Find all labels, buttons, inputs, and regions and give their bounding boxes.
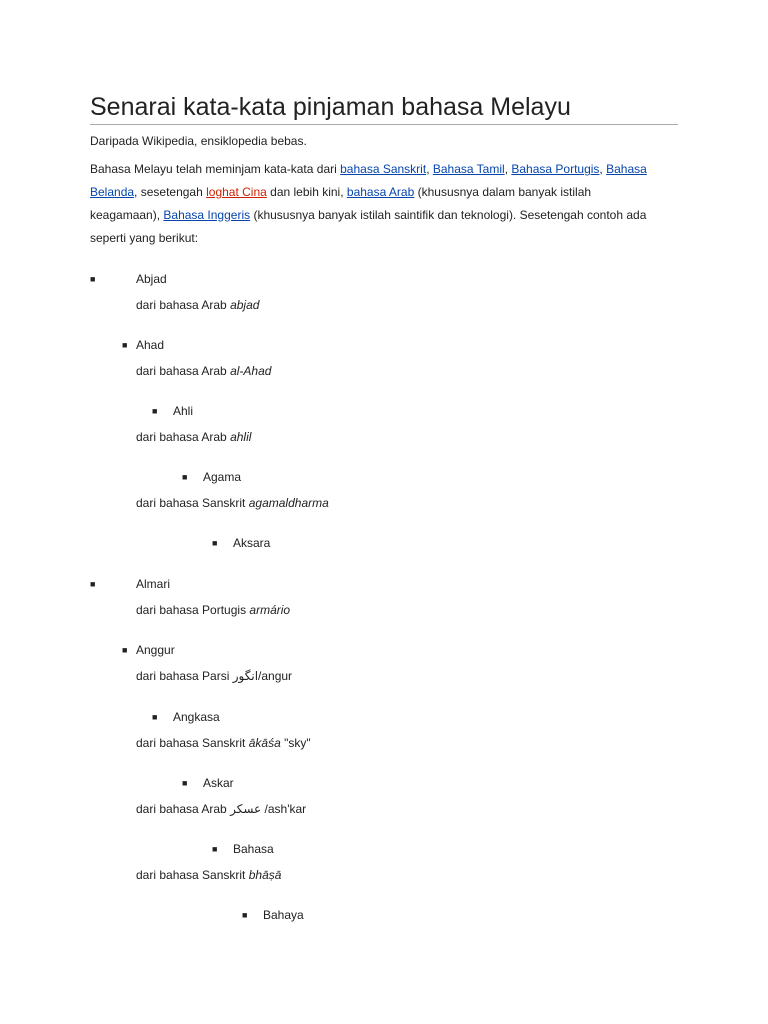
intro-paragraph [90,158,660,250]
entry-origin: dari bahasa Arab ahlil [136,430,252,444]
entry-origin: dari bahasa Portugis armário [136,603,291,617]
intro-text: , sesetengah [134,185,207,199]
bullet-icon: ■ [212,538,218,548]
bullet-icon: ■ [152,406,158,416]
entry-origin: dari bahasa Sanskrit bhāṣā [136,868,282,882]
link-loghat-cina[interactable]: loghat Cina [206,185,267,199]
intro-text: , [426,162,433,176]
intro-text: , [599,162,607,176]
entry-term: Agama [203,470,242,484]
entry-origin: dari bahasa Arab عسكر /ash'kar [136,802,307,816]
entry-term: Angkasa [173,710,220,724]
entry-origin: dari bahasa Arab al-Ahad [136,364,272,378]
entry-term: Askar [203,776,234,790]
entry-term: Abjad [136,272,167,286]
bullet-icon: ■ [242,910,248,920]
entry-origin: dari bahasa Parsi انگور/angur [136,669,293,683]
link-bahasa-belanda[interactable]: Bahasa Belanda [90,162,647,199]
entry-term: Ahli [173,404,194,418]
page-title: Senarai kata-kata pinjaman bahasa Melayu [90,92,678,125]
bullet-icon: ■ [122,645,128,655]
entry-term: Anggur [136,643,175,657]
entry-term: Aksara [233,536,271,550]
entry-origin: dari bahasa Arab abjad [136,298,260,312]
link-bahasa-tamil[interactable]: Bahasa Tamil [432,162,505,176]
link-bahasa-sanskrit[interactable]: bahasa Sanskrit [340,162,427,176]
page-subtitle: Daripada Wikipedia, ensiklopedia bebas. [90,134,307,148]
intro-text: , [504,162,512,176]
bullet-icon: ■ [90,579,96,589]
link-bahasa-portugis[interactable]: Bahasa Portugis [511,162,600,176]
bullet-icon: ■ [122,340,128,350]
bullet-icon: ■ [152,712,158,722]
intro-text: dan lebih kini, [266,185,347,199]
entry-origin: dari bahasa Sanskrit ākāśa "sky" [136,736,311,750]
entry-origin: dari bahasa Sanskrit agamaldharma [136,496,329,510]
link-bahasa-arab[interactable]: bahasa Arab [346,185,415,199]
bullet-icon: ■ [182,778,188,788]
link-bahasa-inggeris[interactable]: Bahasa Inggeris [163,208,251,222]
entry-term: Almari [136,577,171,591]
bullet-icon: ■ [212,844,218,854]
entry-term: Bahasa [233,842,274,856]
intro-text: (khususnya dalam banyak istilah keagamaan), [90,185,592,222]
bullet-icon: ■ [182,472,188,482]
entry-term: Bahaya [263,908,304,922]
bullet-icon: ■ [90,274,96,284]
entry-term: Ahad [136,338,165,352]
intro-text: Bahasa Melayu telah meminjam kata-kata dari [90,162,341,176]
intro-text: (khususnya banyak istilah saintifik dan teknologi). Sesetengah contoh ada seperti yang berikut: [90,208,647,245]
